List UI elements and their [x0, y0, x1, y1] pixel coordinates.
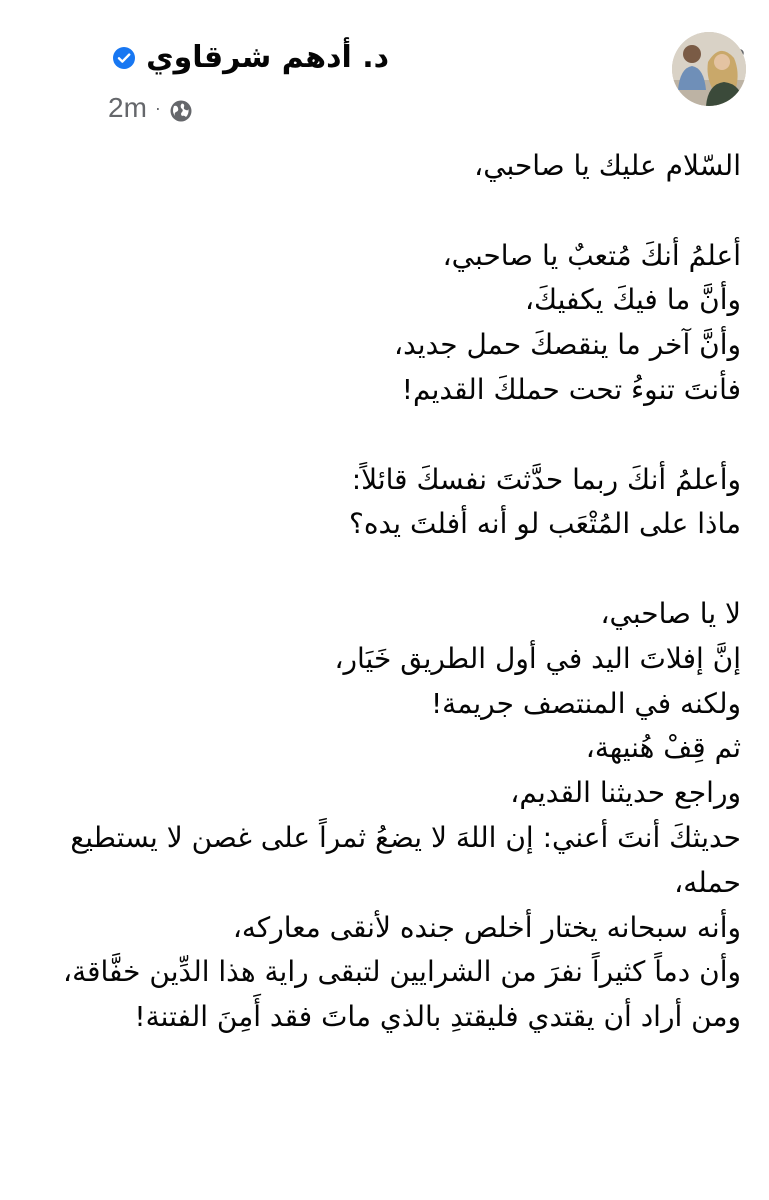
avatar-photo [672, 32, 746, 106]
text-line: لا يا صاحبي، [600, 596, 741, 630]
text-line: وأن دماً كثيراً نفرَ من الشرايين لتبقى راية هذا الدِّين خفَّاقة، [63, 955, 741, 989]
text-line: إنَّ إفلاتَ اليد في أول الطريق خَيَار، [334, 641, 741, 675]
text-line: وأعلمُ أنكَ ربما حدَّثتَ نفسكَ قائلاً: [351, 462, 741, 496]
text-line: حديثكَ أنتَ أعني: إن اللهَ لا يضعُ ثمراً على غصن لا يستطيع حمله، [70, 820, 741, 899]
stanza [28, 144, 741, 189]
text-line: ولكنه في المنتصف جريمة! [430, 686, 741, 720]
text-line: ماذا على المُتْعَب لو أنه أفلتَ يده؟ [349, 507, 741, 541]
meta-separator: · [154, 98, 161, 118]
text-line: وأنَّ آخر ما ينقصكَ حمل جديد، [394, 328, 741, 362]
text-line: وراجع حديثنا القديم، [510, 776, 741, 810]
avatar[interactable] [672, 32, 746, 106]
stanza [28, 458, 741, 548]
author-header [112, 38, 389, 78]
text-line: السّلام عليك يا صاحبي، [474, 149, 741, 182]
text-line: أعلمُ أنكَ مُتعبٌ يا صاحبي، [442, 238, 741, 272]
text-line: وأنه سبحانه يختار أخلص جنده لأنقى معاركه، [232, 910, 741, 944]
post-timestamp[interactable]: 2m [108, 92, 147, 123]
text-line: ثم قِفْ هُنيهة، [585, 731, 741, 765]
text-line: ومن أراد أن يقتدي فليقتدِ بالذي ماتَ فقد أَمِنَ الفتنة! [134, 1000, 741, 1034]
stanza [28, 234, 741, 413]
globe-icon[interactable] [169, 96, 193, 120]
post-meta [108, 90, 193, 126]
text-line: فأنتَ تنوءُ تحت حملكَ القديم! [401, 372, 741, 406]
post-body [28, 144, 741, 1040]
author-name[interactable]: د. أدهم شرقاوي [146, 40, 389, 75]
verified-badge-icon [112, 46, 136, 70]
text-line: وأنَّ ما فيكَ يكفيكَ، [524, 283, 741, 317]
stanza [28, 592, 741, 1040]
